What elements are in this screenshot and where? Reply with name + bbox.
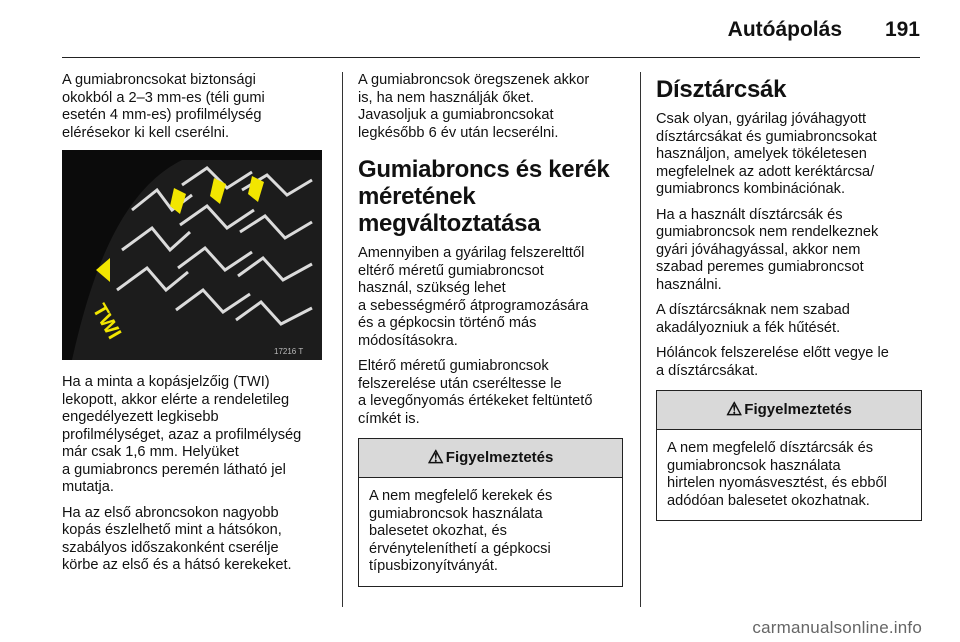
column-1 xyxy=(62,72,332,583)
warning-triangle-icon: ⚠ xyxy=(427,447,444,468)
warning-box-wheels xyxy=(358,438,623,587)
hubcaps-heading: Dísztárcsák xyxy=(656,76,787,103)
warning-title: Figyelmeztetés xyxy=(744,401,852,419)
section-title: Autóápolás xyxy=(727,18,842,41)
pressure-label-paragraph: Eltérő méretű gumiabroncsok felszerelése után cseréltesse le a levegőnyomás értékeket feltüntető címkét is. xyxy=(358,358,593,427)
column-2 xyxy=(358,72,623,587)
warning-body: A nem megfelelő kerekek és gumiabroncsok használata balesetet okozhat, és érvényteleníthetí a gépkocsi típusbizonyítványát. xyxy=(369,488,553,574)
snow-chains-paragraph: Hóláncok felszerelése előtt vegye le a dísztárcsákat. xyxy=(656,345,889,379)
warning-body: A nem megfelelő dísztárcsák és gumiabroncsok használata hirtelen nyomásvesztést, és ebből adódóan balesetet okozhatnak. xyxy=(667,440,887,509)
twi-label: TWI xyxy=(87,300,126,344)
hubcaps-rim-paragraph: Ha a használt dísztárcsák és gumiabroncsok nem rendelkeznek gyári jóváhagyással, akkor nem szabad peremes gumiabroncsot használni. xyxy=(656,206,879,293)
watermark: carmanualsonline.info xyxy=(752,618,922,637)
brake-cooling-paragraph: A dísztárcsáknak nem szabad akadályozniuk a fék hűtését. xyxy=(656,302,850,336)
warning-triangle-icon: ⚠ xyxy=(726,399,743,420)
warning-title-bar xyxy=(359,439,622,478)
tire-tread-illustration xyxy=(62,150,322,360)
aging-paragraph: A gumiabroncsok öregszenek akkor is, ha nem használják őket. Javasoljuk a gumiabroncsokat legkésőbb 6 év után lecserélni. xyxy=(358,72,590,141)
tire-tread-figure xyxy=(62,150,322,360)
warning-title: Figyelmeztetés xyxy=(445,449,554,467)
page-number: 191 xyxy=(884,18,920,41)
figure-code: 17216 T xyxy=(274,347,304,356)
page-header xyxy=(0,0,960,60)
size-change-heading: Gumiabroncs és kerék méretének megváltoztatása xyxy=(358,156,610,237)
header-rule xyxy=(62,57,920,58)
rotation-paragraph: Ha az első abroncsokon nagyobb kopás észlelhető mint a hátsókon, szabályos időszakonként cserélje körbe az első és a hátsó kerekeket. xyxy=(62,504,292,573)
tread-depth-paragraph: A gumiabroncsokat biztonsági okokból a 2–3 mm-es (téli gumi esetén 4 mm-es) profilmélység elérésekor ki kell cserélni. xyxy=(62,72,265,141)
column-3 xyxy=(656,72,922,521)
warning-box-hubcaps xyxy=(656,390,922,521)
warning-title-bar xyxy=(657,391,921,430)
column-divider-2 xyxy=(640,72,641,607)
speedometer-paragraph: Amennyiben a gyárilag felszerelttől eltérő méretű gumiabroncsot használ, szükség lehet a sebességmérő átprogramozására és a gépkocsin történő más módosításokra. xyxy=(358,245,589,349)
hubcaps-approved-paragraph: Csak olyan, gyárilag jóváhagyott dísztárcsákat és gumiabroncsokat használjon, amelyek tökéletesen megfelelnek az adott keréktárcsa/ gumiabroncs kombinációnak. xyxy=(656,111,877,197)
column-divider-1 xyxy=(342,72,343,607)
twi-paragraph: Ha a minta a kopásjelzőig (TWI) lekopott, akkor elérte a rendeletileg engedélyezett legkisebb profilmélységet, azaz a profilmélység már csak 1,6 mm. Helyüket a gumiabroncs peremén látható jel mutatja. xyxy=(62,374,302,495)
